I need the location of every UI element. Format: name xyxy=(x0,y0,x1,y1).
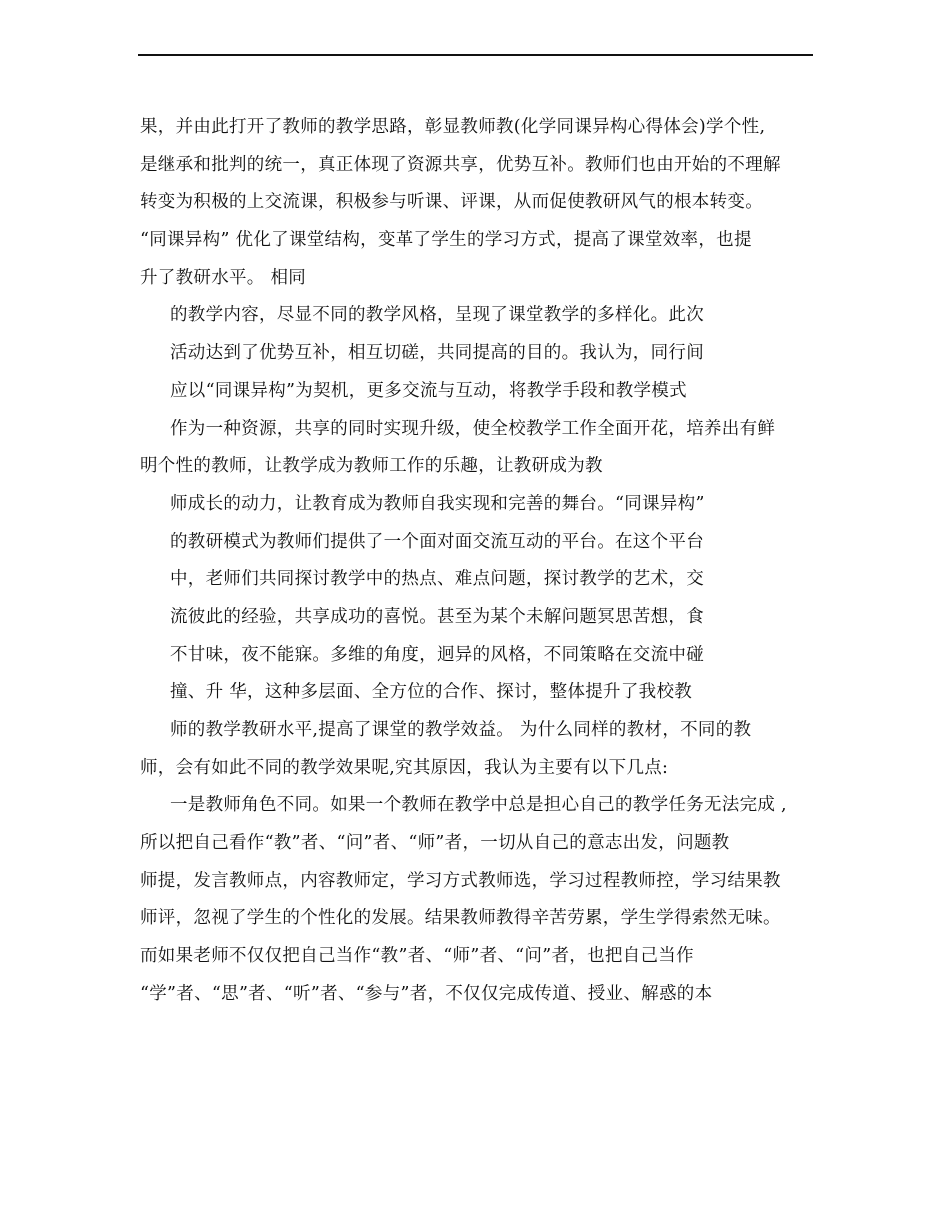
text-line: 师评，忽视了学生的个性化的发展。结果教师教得辛苦劳累，学生学得索然无味。 xyxy=(140,908,781,929)
text-line: “学”者、“思”者、“听”者、“参与”者，不仅仅完成传道、授业、解惑的本 xyxy=(140,983,713,1004)
text-line: 明个性的教师，让教学成为教师工作的乐趣，让教研成为教 xyxy=(140,456,603,477)
text-line: 所以把自己看作“教”者、“问”者、“师”者，一切从自己的意志出发，问题教 xyxy=(140,833,730,854)
text-line: 的教研模式为教师们提供了一个面对面交流互动的平台。在这个平台 xyxy=(170,531,704,552)
text-line: 师提，发言教师点，内容教师定，学习方式教师选，学习过程教师控，学习结果教 xyxy=(140,870,781,891)
text-line: 活动达到了优势互补，相互切磋，共同提高的目的。我认为，同行间 xyxy=(170,343,704,364)
text-line: 而如果老师不仅仅把自己当作“教”者、“师”者、“问”者，也把自己当作 xyxy=(140,946,694,967)
text-line: 应以“同课异构”为契机，更多交流与互动，将教学手段和教学模式 xyxy=(170,380,687,401)
text-line: 的教学内容，尽显不同的教学风格，呈现了课堂教学的多样化。此次 xyxy=(170,305,704,326)
text-line: 是继承和批判的统一，真正体现了资源共享，优势互补。教师们也由开始的不理解 xyxy=(140,154,781,175)
text-line: 作为一种资源，共享的同时实现升级，使全校教学工作全面开花，培养出有鲜 xyxy=(170,418,776,439)
text-line: 不甘味，夜不能寐。多维的角度，迥异的风格，不同策略在交流中碰 xyxy=(170,644,704,665)
text-line: 升了教研水平。 相同 xyxy=(140,267,307,288)
header-rule xyxy=(138,54,813,56)
text-line: 师，会有如此不同的教学效果呢,究其原因，我认为主要有以下几点: xyxy=(140,757,669,778)
text-line: 撞、升 华，这种多层面、全方位的合作、探讨，整体提升了我校教 xyxy=(170,682,693,703)
text-line: 师的教学教研水平,提高了课堂的教学效益。 为什么同样的教材，不同的教 xyxy=(170,720,752,740)
text-line: 果，并由此打开了教师的教学思路，彰显教师教(化学同课异构心得体会)学个性, xyxy=(140,117,766,137)
document-body xyxy=(140,109,820,1014)
text-line: 流彼此的经验，共享成功的喜悦。甚至为某个未解问题冥思苦想，食 xyxy=(170,606,704,627)
text-line: 师成长的动力，让教育成为教师自我实现和完善的舞台。“同课异构” xyxy=(170,493,705,514)
text-line: “同课异构” 优化了课堂结构，变革了学生的学习方式，提高了课堂效率，也提 xyxy=(140,230,752,251)
text-line: 一是教师角色不同。如果一个教师在教学中总是担心自己的教学任务无法完成 , xyxy=(170,795,787,816)
text-line: 转变为积极的上交流课，积极参与听课、评课，从而促使教研风气的根本转变。 xyxy=(140,192,763,213)
text-line: 中，老师们共同探讨教学中的热点、难点问题，探讨教学的艺术，交 xyxy=(170,569,704,590)
